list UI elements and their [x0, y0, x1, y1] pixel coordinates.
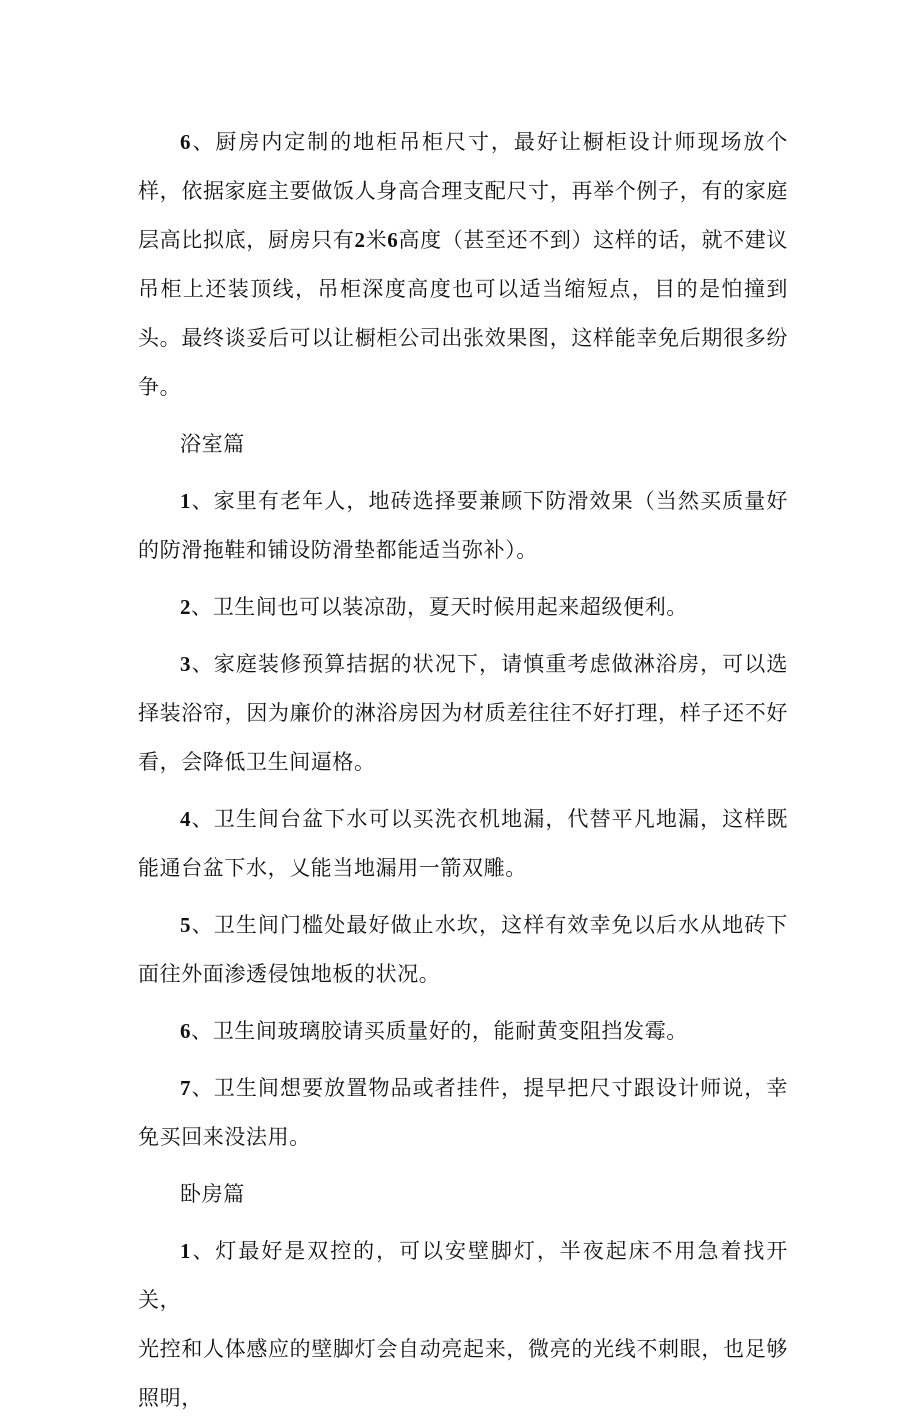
item-text: 、家里有老年人，地砖选择要兼顾下防滑效果（当然买质量好的防滑拖鞋和铺设防滑垫都能适当弥补）。: [138, 489, 788, 562]
spacer: [138, 787, 788, 795]
item-text: 、卫生间想要放置物品或者挂件，提早把尺寸跟设计师说，幸免买回来没法用。: [138, 1076, 788, 1149]
item-text: 、卫生间玻璃胶请买质量好的，能耐黄变阻挡发霉。: [191, 1019, 688, 1043]
item-number: 2: [180, 595, 192, 619]
bold-number: 6: [387, 228, 399, 252]
document-body: [138, 118, 788, 1423]
item-number: 6: [180, 130, 192, 154]
spacer: [138, 1219, 788, 1227]
spacer: [138, 1162, 788, 1170]
item-number: 6: [180, 1019, 192, 1043]
bathroom-item-5: [138, 901, 788, 999]
kitchen-item-6: [138, 118, 788, 412]
bedroom-item-1-continuation: 光控和人体感应的壁脚灯会自动亮起来，微亮的光线不刺眼，也足够照明，: [138, 1337, 788, 1410]
item-text: 、卫生间也可以装凉劭，夏天时候用起来超级便利。: [191, 595, 688, 619]
spacer: [138, 1056, 788, 1064]
bathroom-item-7: [138, 1064, 788, 1162]
item-text: 、卫生间门槛处最好做止水坎，这样有效幸免以后水从地砖下面往外面渗透侵蚀地板的状况。: [138, 913, 788, 986]
spacer: [138, 632, 788, 640]
bathroom-item-6: [138, 1007, 788, 1056]
item-text: 、灯最好是双控的，可以安壁脚灯，半夜起床不用急着找开关，: [138, 1239, 788, 1312]
spacer: [138, 575, 788, 583]
section-heading-bathroom: 浴室篇: [180, 432, 245, 456]
item-text: 高度（甚至还不到）这样的话，就不建议吊柜上还装顶线，吊柜深度高度也可以适当缩短点，目的是怕撞到头。最终谈妥后可以让橱柜公司出张效果图，这样能幸免后期很多纷争。: [138, 228, 788, 399]
item-number: 1: [180, 489, 192, 513]
spacer: [138, 999, 788, 1007]
item-number: 4: [180, 807, 192, 831]
item-text: 、卫生间台盆下水可以买洗衣机地漏，代替平凡地漏，这样既能通台盆下水，乂能当地漏用一箭双雕。: [138, 807, 788, 880]
item-number: 5: [180, 913, 192, 937]
item-number: 1: [180, 1239, 192, 1263]
item-number: 3: [180, 652, 192, 676]
bathroom-item-4: [138, 795, 788, 893]
spacer: [138, 469, 788, 477]
section-heading-bedroom: 卧房篇: [180, 1182, 245, 1206]
bathroom-item-2: [138, 583, 788, 632]
bathroom-item-3: [138, 640, 788, 787]
bathroom-item-1: [138, 477, 788, 575]
item-text: 、家庭装修预算拮据的状况下，请慎重考虑做淋浴房，可以选择装浴帘，因为廉价的淋浴房因为材质差往往不好打理，样子还不好看，会降低卫生间逼格。: [138, 652, 788, 774]
bold-number: 2: [354, 228, 366, 252]
item-number: 7: [180, 1076, 192, 1100]
item-text: 、厨房内定制的地柜吊柜尺寸，最好让橱柜设计师现场放个样，依据家庭主要做饭人身高合理支配尺寸，再举个例子，有的家庭层高比拟底，厨房只有: [138, 130, 788, 252]
bedroom-item-1: [138, 1227, 788, 1325]
spacer: [138, 412, 788, 420]
spacer: [138, 893, 788, 901]
item-text: 米: [365, 228, 388, 252]
